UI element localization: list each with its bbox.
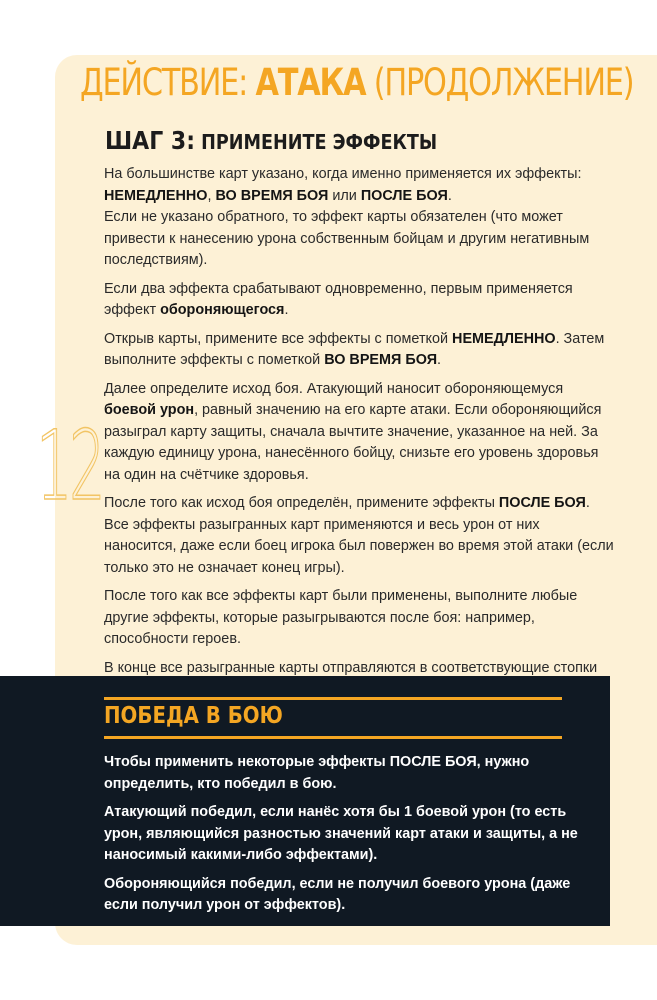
step-label: ШАГ 3:	[105, 126, 195, 155]
title-bold: АТАКА	[255, 61, 366, 104]
paragraph-3: Открыв карты, примените все эффекты с пометкой НЕМЕДЛЕННО. Затем выполните эффекты с пометкой ВО ВРЕМЯ БОЯ.	[104, 330, 605, 368]
victory-title: ПОБЕДА В БОЮ	[104, 703, 283, 729]
victory-paragraph-2: Атакующий победил, если нанёс хотя бы 1 боевой урон (то есть урон, являющийся разностью значений карт атаки и защиты, а не наносимый какими-либо эффектами).	[104, 804, 578, 863]
paragraph-5: После того как исход боя определён, примените эффекты ПОСЛЕ БОЯ. Все эффекты разыгранных карт применяются и весь урон от них наносится, даже если боец игрока был повержен во время этой атаки (если только это не означает конец игры).	[104, 495, 614, 576]
paragraph-2: Если два эффекта срабатывают одновременно, первым применяется эффект обороняющегося.	[104, 280, 573, 318]
victory-body	[104, 752, 604, 924]
paragraph-1: На большинстве карт указано, когда именно применяется их эффекты: НЕМЕДЛЕННО, ВО ВРЕМЯ БОЯ или ПОСЛЕ БОЯ. Если не указано обратного, то эффект карты обязателен (что может привести к нанесению урона собственным бойцам и другим негативным последствиям).	[104, 166, 590, 268]
paragraph-4: Далее определите исход боя. Атакующий наносит обороняющемуся боевой урон, равный значению на его карте атаки. Если обороняющийся разыграл карту защиты, сначала вычтите значение, указанное на ней. За каждую единицу урона, нанесённого бойцу, снизьте его уровень здоровья на один на счётчике здоровья.	[104, 380, 602, 483]
paragraph-6: После того как все эффекты карт были применены, выполните любые другие эффекты, которые разыгрываются после боя: например, способности героев.	[104, 588, 578, 647]
step-body	[104, 164, 616, 708]
victory-paragraph-3: Обороняющийся победил, если не получил боевого урона (даже если получил урон от эффектов).	[104, 875, 571, 913]
step-heading	[105, 126, 437, 155]
paragraph-7: В конце все разыгранные карты отправляются в соответствующие стопки	[104, 659, 598, 676]
title-suffix: (ПРОДОЛЖЕНИЕ)	[365, 61, 634, 104]
title-prefix: ДЕЙСТВИЕ:	[80, 61, 256, 104]
page-number: 12	[36, 410, 103, 522]
victory-rule-top	[104, 697, 562, 700]
page-title	[80, 61, 634, 105]
victory-rule-bottom	[104, 736, 562, 739]
victory-paragraph-1: Чтобы применить некоторые эффекты ПОСЛЕ БОЯ, нужно определить, кто победил в бою.	[104, 754, 530, 792]
step-text: ПРИМЕНИТЕ ЭФФЕКТЫ	[194, 130, 438, 154]
